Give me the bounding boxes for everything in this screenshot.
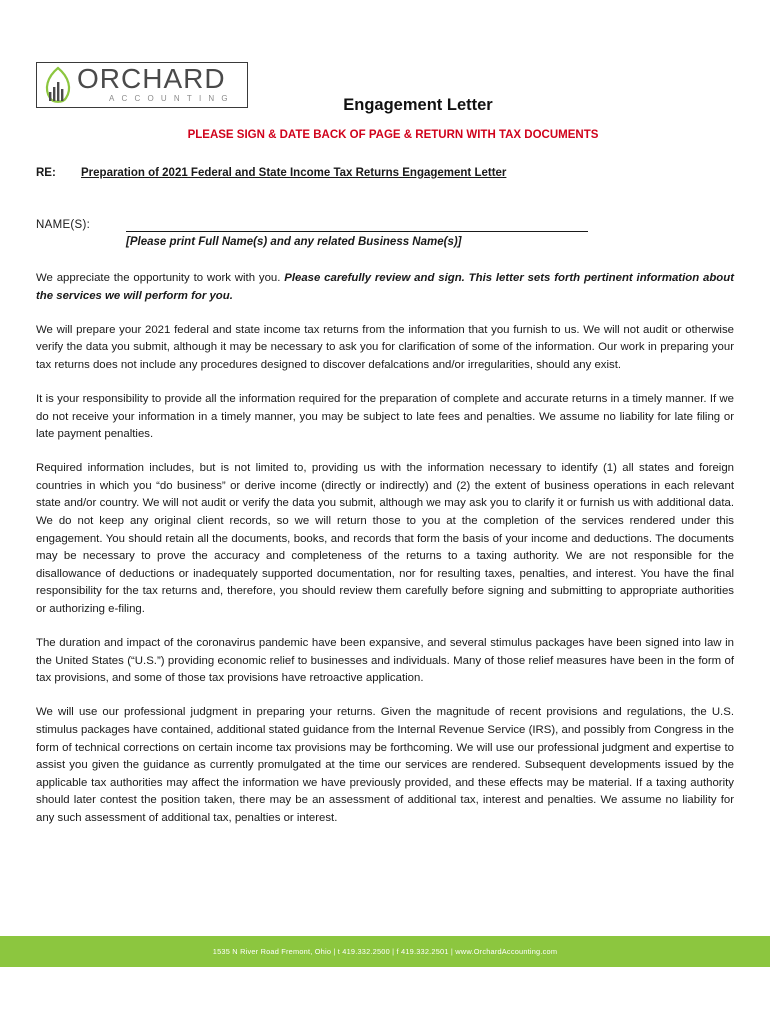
paragraph-judgment: We will use our professional judgment in preparing your returns. Given the magnitude of recent provisions and regulations, the U.S. stimulus packages have contained, additional stated guidance from the Internal Revenue Service (IRS), and possibly from Congress in the form of technical corrections on certain income tax provisions may be forthcoming. We will use our professional judgment and expertise to assist you given the guidance as currently promulgated at the time our services are rendered. Subsequent developments issued by the applicable tax authorities may affect the information we have previously provided, and these effects may be material. If a taxing authority should later contest the position taken, there may be an assessment of additional tax, interest and penalties. We assume no liability for any such assessment of additional tax, penalties or interest. xyxy=(36,706,734,824)
logo-tagline: ACCOUNTING xyxy=(109,94,235,103)
letter-body xyxy=(36,270,734,844)
footer-bar: 1535 N River Road Fremont, Ohio | t 419.332.2500 | f 419.332.2501 | www.OrchardAccounting.com xyxy=(0,936,770,967)
names-field[interactable] xyxy=(126,218,588,232)
re-label: RE: xyxy=(36,167,56,179)
names-label: NAME(S): xyxy=(36,219,91,231)
paragraph-responsibility: It is your responsibility to provide all the information required for the preparation of complete and accurate returns in a timely manner. If we do not receive your information in a timely manner, you may be subject to late fees and penalties. We assume no liability for late filing or late payment penalties. xyxy=(36,392,734,441)
logo-wordmark: ORCHARD xyxy=(77,63,226,94)
paragraph-preparation: We will prepare your 2021 federal and state income tax returns from the information that you furnish to us. We will not audit or otherwise verify the data you submit, although it may be necessary to ask you for clarification of some of the information. Our work in preparing your tax returns does not include any procedures designed to discover defalcations and/or irregularities, should any exist. xyxy=(36,323,734,371)
intro-emphasis: Please carefully review and sign. This letter sets forth pertinent information about the services we will perform for you. xyxy=(36,272,735,302)
paragraph-coronavirus: The duration and impact of the coronavirus pandemic have been expansive, and several stimulus packages have been signed into law in the United States (“U.S.”) providing economic relief to businesses and individuals. Many of those relief measures have been in the form of tax provisions, and some of those tax provisions have retroactive application. xyxy=(36,637,734,685)
paragraph-intro xyxy=(36,270,734,305)
paragraph-required-info: Required information includes, but is not limited to, providing us with the information necessary to identify (1) all states and foreign countries in which you “do business” or derive income (directly or indirectly) and (2) the extent of business operations in each relevant state and/or country. We will not audit or verify the data you submit, although we may ask you to clarify it or furnish us with additional data. We do not keep any original client records, so we will return those to you at the completion of the services rendered under this engagement. You should retain all the documents, books, and records that form the basis of your income and deductions. The documents may be necessary to prove the accuracy and completeness of the returns to a taxing authority. We are not responsible for the disallowance of deductions or inadequately supported documentation, nor for resulting taxes, penalties, and interest. You have the final responsibility for the tax returns and, therefore, you should review them carefully before signing and submitting to appropriate authorities or authorizing e-filing. xyxy=(36,462,734,615)
sign-notice: PLEASE SIGN & DATE BACK OF PAGE & RETURN WITH TAX DOCUMENTS xyxy=(187,129,599,141)
re-subject: Preparation of 2021 Federal and State Income Tax Returns Engagement Letter xyxy=(81,167,507,179)
names-hint: [Please print Full Name(s) and any related Business Name(s)] xyxy=(126,236,462,248)
intro-text: We appreciate the opportunity to work with you. xyxy=(36,272,285,284)
page-title: Engagement Letter xyxy=(343,96,493,114)
